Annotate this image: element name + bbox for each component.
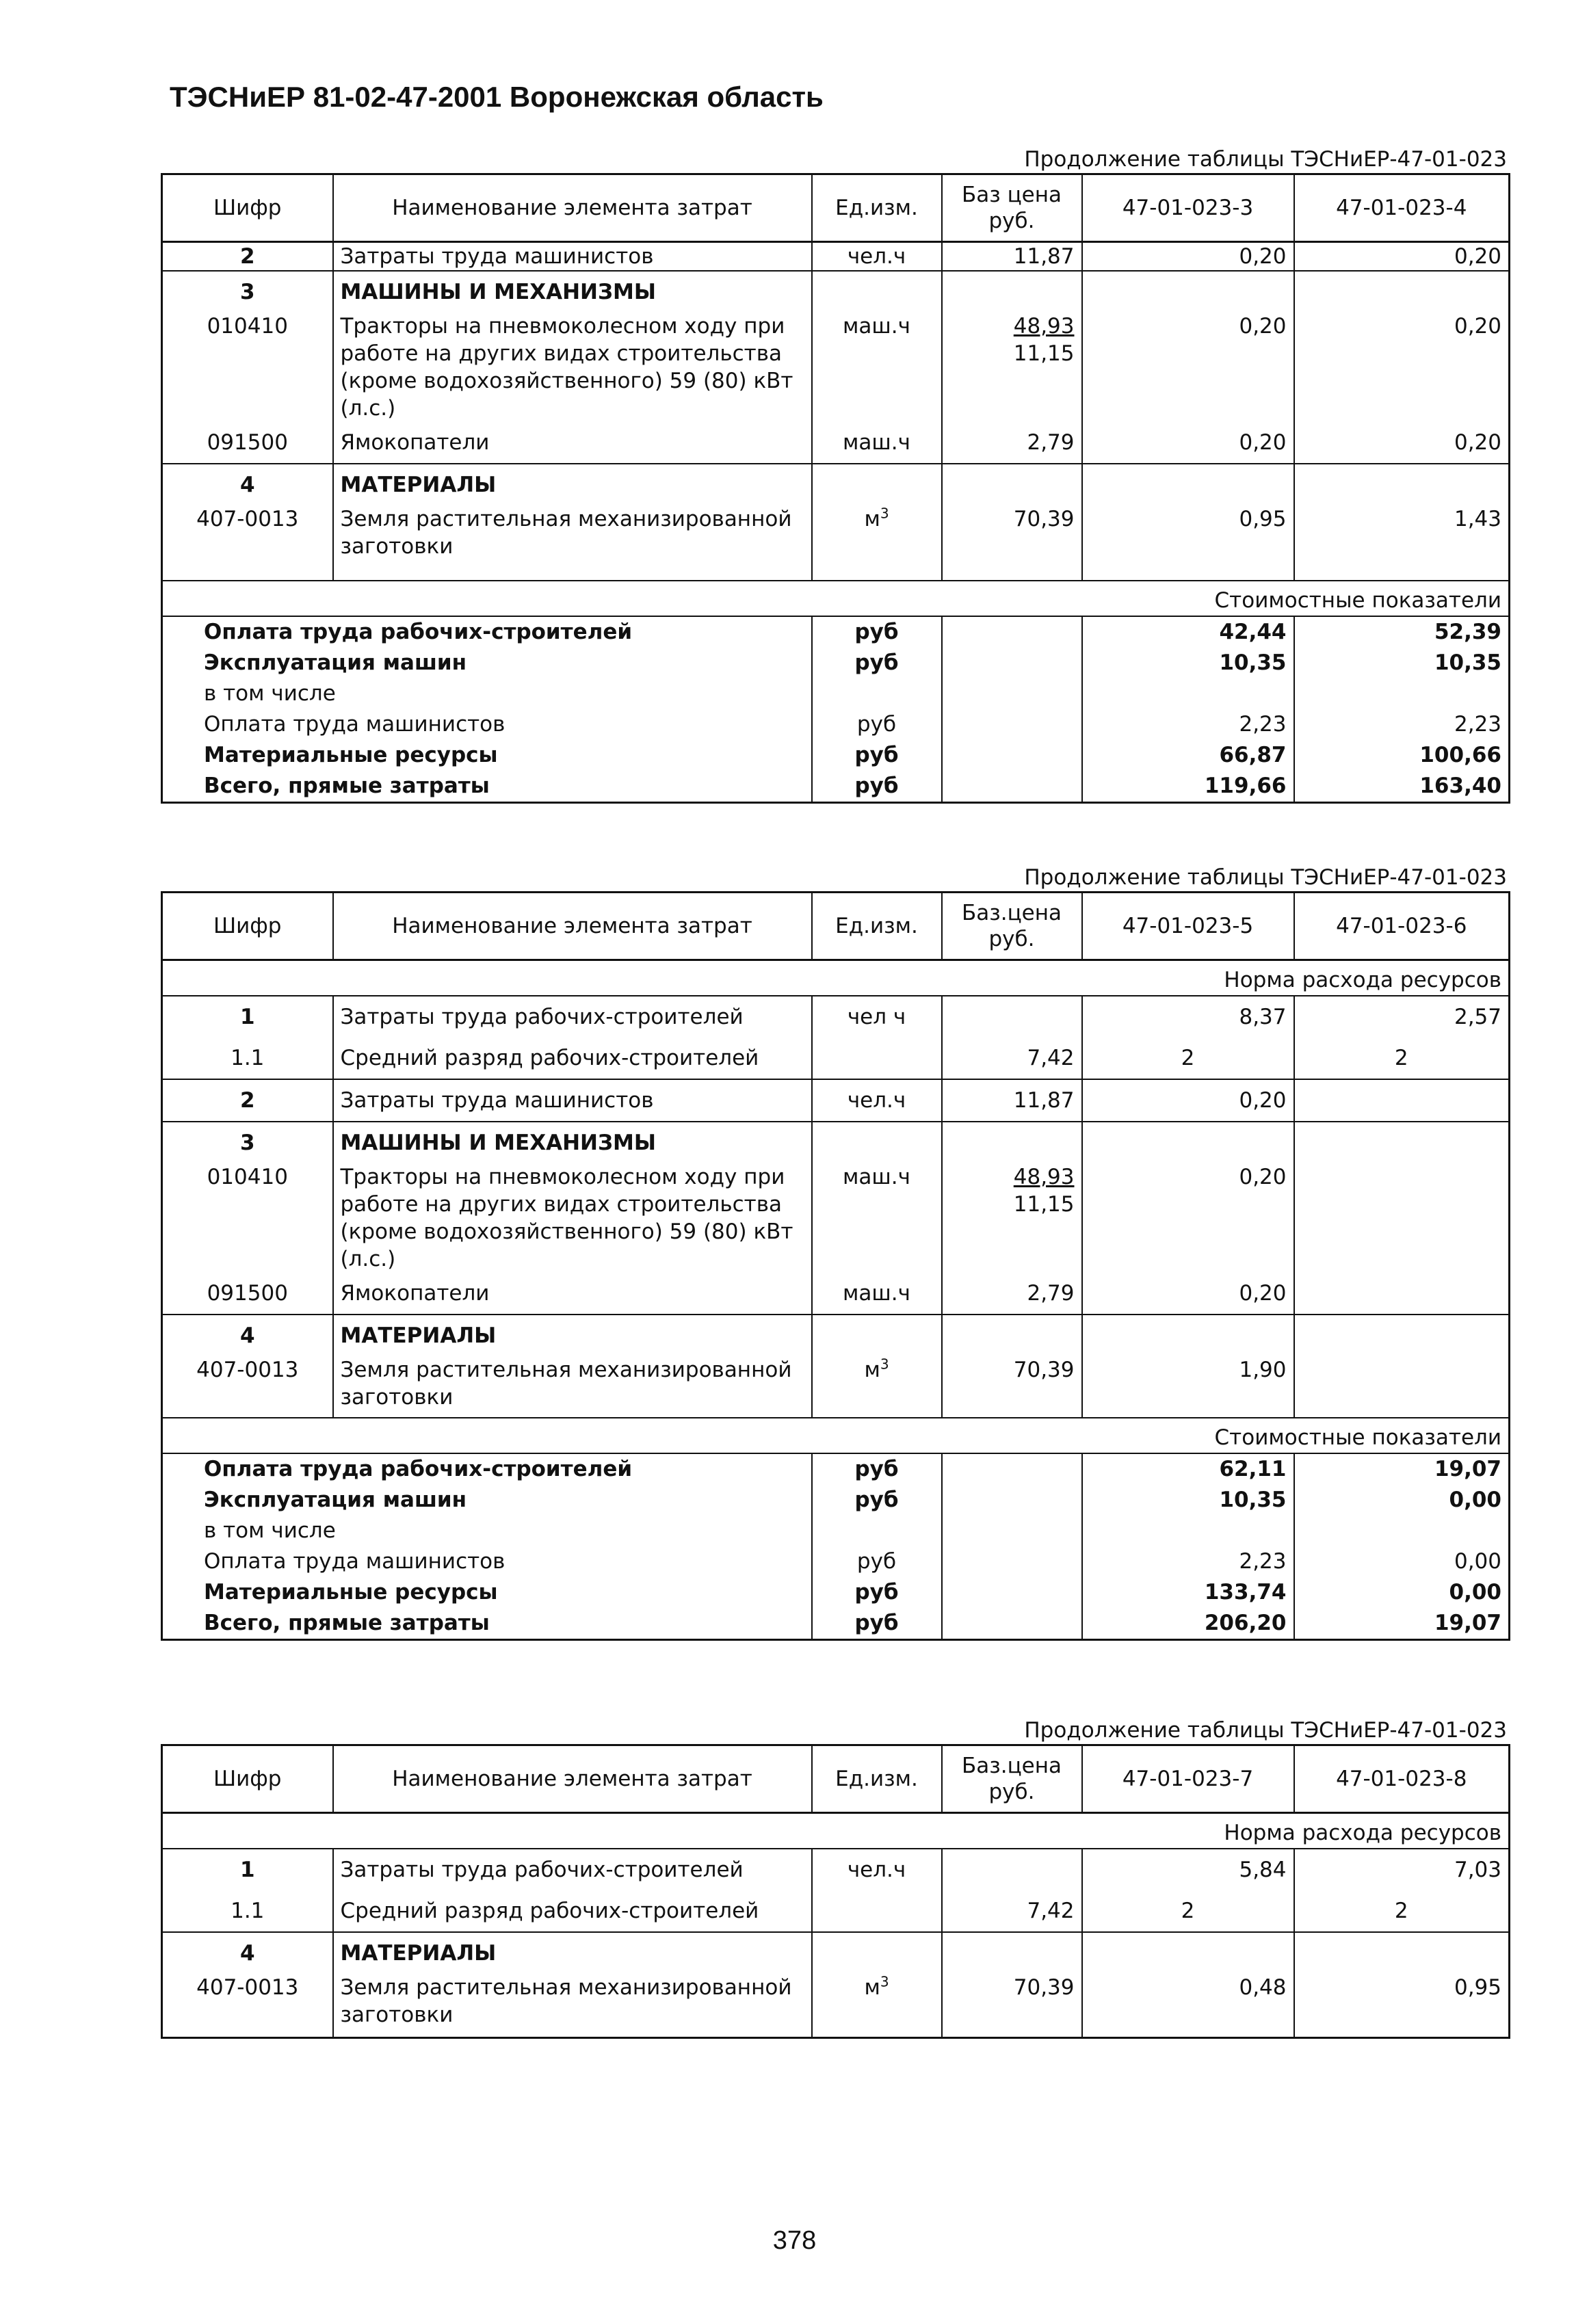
row-price: 11,87 <box>942 242 1082 272</box>
row-norm-a: 0,20 <box>1082 422 1294 464</box>
row-norm-b: 0,20 <box>1294 242 1510 272</box>
table-row <box>162 242 1510 272</box>
cost-value-b: 10,35 <box>1294 648 1510 678</box>
row-name: Ямокопатели <box>333 422 812 464</box>
cost-unit: руб <box>812 709 942 740</box>
table-row <box>162 1038 1510 1079</box>
row-unit: маш.ч <box>812 1163 942 1273</box>
table-continuation-label: Продолжение таблицы ТЭСНиЕР-47-01-023 <box>1024 865 1507 890</box>
cost-value-a: 10,35 <box>1082 648 1294 678</box>
row-norm-a: 0,48 <box>1082 1974 1294 2038</box>
table-header-row <box>162 1745 1510 1813</box>
table-row <box>162 1974 1510 2038</box>
row-name: Затраты труда машинистов <box>333 1079 812 1122</box>
table-row <box>162 996 1510 1038</box>
row-code: 091500 <box>162 422 333 464</box>
cost-row <box>162 1485 1510 1516</box>
price-fraction-bottom: 11,15 <box>1013 341 1075 366</box>
header-unit: Ед.изм. <box>812 1745 942 1813</box>
cost-value-b: 2,23 <box>1294 709 1510 740</box>
cost-value-b: 0,00 <box>1294 1546 1510 1577</box>
cost-label: Всего, прямые затраты <box>162 1608 812 1640</box>
norms-table <box>161 173 1510 804</box>
table-row <box>162 422 1510 464</box>
norms-table <box>161 1744 1510 2039</box>
section-row <box>162 1122 1510 1163</box>
row-price: 7,42 <box>942 1038 1082 1079</box>
row-name: Затраты труда рабочих-строителей <box>333 1849 812 1890</box>
section-row <box>162 1932 1510 1974</box>
cost-value-b: 0,00 <box>1294 1485 1510 1516</box>
row-norm-b <box>1294 1273 1510 1315</box>
cost-label: Оплата труда рабочих-строителей <box>162 1453 812 1485</box>
header-code: Шифр <box>162 174 333 242</box>
header-norm-a: 47-01-023-3 <box>1082 174 1294 242</box>
header-name: Наименование элемента затрат <box>333 893 812 960</box>
cost-row <box>162 740 1510 771</box>
document-title: ТЭСНиЕР 81-02-47-2001 Воронежская область <box>170 81 824 113</box>
section-title: МАТЕРИАЛЫ <box>333 1932 812 1974</box>
section-code: 3 <box>162 271 333 313</box>
cost-value-a: 119,66 <box>1082 771 1294 803</box>
cost-value-a: 42,44 <box>1082 616 1294 648</box>
header-norm-b: 47-01-023-6 <box>1294 893 1510 960</box>
row-norm-a: 2 <box>1082 1038 1294 1079</box>
row-unit: маш.ч <box>812 422 942 464</box>
cost-band-label: Стоимостные показатели <box>162 581 1510 616</box>
row-norm-a: 2 <box>1082 1890 1294 1932</box>
cost-row <box>162 1608 1510 1640</box>
row-name: Тракторы на пневмоколесном ходу при работе на других видах строительства (кроме водохозяйственного) 59 (80) кВт (л.с.) <box>333 1163 812 1273</box>
row-unit: $м^3$ <box>812 1974 942 2038</box>
cost-label: Оплата труда машинистов <box>162 709 812 740</box>
header-unit: Ед.изм. <box>812 893 942 960</box>
cost-row <box>162 1516 1510 1546</box>
row-price: 11,87 <box>942 1079 1082 1122</box>
row-norm-b: 0,20 <box>1294 422 1510 464</box>
row-name: Земля растительная механизированной заготовки <box>333 1974 812 2038</box>
cost-row <box>162 1577 1510 1608</box>
header-name: Наименование элемента затрат <box>333 174 812 242</box>
header-norm-a: 47-01-023-5 <box>1082 893 1294 960</box>
section-row <box>162 1315 1510 1356</box>
header-code: Шифр <box>162 1745 333 1813</box>
cost-value-b: 163,40 <box>1294 771 1510 803</box>
cost-unit: руб <box>812 648 942 678</box>
section-title: МАШИНЫ И МЕХАНИЗМЫ <box>333 271 812 313</box>
row-unit: чел ч <box>812 996 942 1038</box>
table-row <box>162 313 1510 422</box>
header-base-price: Баз цена руб. <box>942 174 1082 242</box>
row-unit: чел.ч <box>812 1079 942 1122</box>
row-norm-a: 1,90 <box>1082 1356 1294 1411</box>
cost-band-label: Стоимостные показатели <box>162 1418 1510 1453</box>
table-row <box>162 1356 1510 1411</box>
section-code: 4 <box>162 464 333 505</box>
cost-label: Всего, прямые затраты <box>162 771 812 803</box>
cost-row <box>162 616 1510 648</box>
row-norm-a: 5,84 <box>1082 1849 1294 1890</box>
table-header-row <box>162 174 1510 242</box>
row-code: 010410 <box>162 1163 333 1273</box>
row-price: 2,79 <box>942 1273 1082 1315</box>
row-price: 70,39 <box>942 1974 1082 2038</box>
row-name: Ямокопатели <box>333 1273 812 1315</box>
table-row <box>162 1273 1510 1315</box>
row-name: Тракторы на пневмоколесном ходу при работе на других видах строительства (кроме водохозяйственного) 59 (80) кВт (л.с.) <box>333 313 812 422</box>
cost-value-b: 19,07 <box>1294 1453 1510 1485</box>
row-code: 1.1 <box>162 1038 333 1079</box>
cost-band-row <box>162 1418 1510 1453</box>
section-title: МАШИНЫ И МЕХАНИЗМЫ <box>333 1122 812 1163</box>
cost-value-b: 100,66 <box>1294 740 1510 771</box>
table-continuation-label: Продолжение таблицы ТЭСНиЕР-47-01-023 <box>1024 1718 1507 1743</box>
cost-value-a: 62,11 <box>1082 1453 1294 1485</box>
row-norm-b: 0,20 <box>1294 313 1510 422</box>
norm-band-label: Норма расхода ресурсов <box>162 960 1510 996</box>
row-name: Земля растительная механизированной заготовки <box>333 505 812 560</box>
cost-value-a: 66,87 <box>1082 740 1294 771</box>
cost-unit: руб <box>812 1608 942 1640</box>
resource-table-3 <box>161 1717 1508 2039</box>
cost-value-a: 2,23 <box>1082 1546 1294 1577</box>
cost-row <box>162 771 1510 803</box>
row-norm-b <box>1294 1356 1510 1411</box>
cost-label: Эксплуатация машин <box>162 648 812 678</box>
cost-unit: руб <box>812 1485 942 1516</box>
resource-table-2 <box>161 864 1508 1641</box>
cost-value-a: 206,20 <box>1082 1608 1294 1640</box>
cost-value-a: 10,35 <box>1082 1485 1294 1516</box>
cost-value-a: 133,74 <box>1082 1577 1294 1608</box>
table-header-row <box>162 893 1510 960</box>
row-norm-b: 1,43 <box>1294 505 1510 560</box>
row-code: 1 <box>162 1849 333 1890</box>
row-price <box>942 313 1082 422</box>
row-code: 2 <box>162 1079 333 1122</box>
table-row <box>162 1890 1510 1932</box>
row-code: 010410 <box>162 313 333 422</box>
cost-unit: руб <box>812 616 942 648</box>
row-unit: маш.ч <box>812 313 942 422</box>
section-row <box>162 271 1510 313</box>
header-code: Шифр <box>162 893 333 960</box>
row-norm-a: 0,20 <box>1082 1079 1294 1122</box>
table-row <box>162 1163 1510 1273</box>
cost-unit: руб <box>812 771 942 803</box>
row-code: 091500 <box>162 1273 333 1315</box>
row-norm-b <box>1294 1079 1510 1122</box>
norms-table <box>161 891 1510 1641</box>
table-continuation-label: Продолжение таблицы ТЭСНиЕР-47-01-023 <box>1024 147 1507 172</box>
row-unit: чел.ч <box>812 242 942 272</box>
cost-value-a: 2,23 <box>1082 709 1294 740</box>
row-price: 2,79 <box>942 422 1082 464</box>
section-row <box>162 464 1510 505</box>
row-code: 2 <box>162 242 333 272</box>
row-code: 407-0013 <box>162 1356 333 1411</box>
row-norm-a: 0,20 <box>1082 313 1294 422</box>
row-name: Земля растительная механизированной заготовки <box>333 1356 812 1411</box>
cost-label: Материальные ресурсы <box>162 740 812 771</box>
row-norm-b: 2 <box>1294 1890 1510 1932</box>
row-unit: маш.ч <box>812 1273 942 1315</box>
cost-label: Материальные ресурсы <box>162 1577 812 1608</box>
header-base-price: Баз.цена руб. <box>942 1745 1082 1813</box>
resource-table-1 <box>161 146 1508 804</box>
row-unit: $м^3$ <box>812 505 942 560</box>
header-norm-b: 47-01-023-4 <box>1294 174 1510 242</box>
row-unit: чел.ч <box>812 1849 942 1890</box>
section-code: 4 <box>162 1932 333 1974</box>
row-norm-a: 0,95 <box>1082 505 1294 560</box>
cost-unit: руб <box>812 1577 942 1608</box>
row-norm-b: 2 <box>1294 1038 1510 1079</box>
header-unit: Ед.изм. <box>812 174 942 242</box>
table-row <box>162 505 1510 560</box>
row-norm-a: 0,20 <box>1082 242 1294 272</box>
table-row <box>162 1079 1510 1122</box>
header-norm-a: 47-01-023-7 <box>1082 1745 1294 1813</box>
row-code: 1.1 <box>162 1890 333 1932</box>
row-norm-a: 0,20 <box>1082 1163 1294 1273</box>
row-name: Средний разряд рабочих-строителей <box>333 1890 812 1932</box>
section-title: МАТЕРИАЛЫ <box>333 1315 812 1356</box>
norm-band-row <box>162 1813 1510 1849</box>
cost-row <box>162 1453 1510 1485</box>
row-code: 1 <box>162 996 333 1038</box>
price-fraction-top: 48,93 <box>1013 314 1075 339</box>
section-code: 3 <box>162 1122 333 1163</box>
norm-band-label: Норма расхода ресурсов <box>162 1813 1510 1849</box>
row-name: Средний разряд рабочих-строителей <box>333 1038 812 1079</box>
table-row <box>162 1849 1510 1890</box>
section-title: МАТЕРИАЛЫ <box>333 464 812 505</box>
cost-label: в том числе <box>162 678 812 709</box>
cost-label: Оплата труда машинистов <box>162 1546 812 1577</box>
page-number: 378 <box>772 2226 817 2255</box>
cost-row <box>162 709 1510 740</box>
cost-row <box>162 648 1510 678</box>
row-norm-b: 0,95 <box>1294 1974 1510 2038</box>
header-name: Наименование элемента затрат <box>333 1745 812 1813</box>
cost-row <box>162 678 1510 709</box>
row-norm-a: 0,20 <box>1082 1273 1294 1315</box>
cost-unit: руб <box>812 740 942 771</box>
cost-label: Оплата труда рабочих-строителей <box>162 616 812 648</box>
row-price <box>942 1163 1082 1273</box>
row-price: 70,39 <box>942 1356 1082 1411</box>
cost-band-row <box>162 581 1510 616</box>
section-code: 4 <box>162 1315 333 1356</box>
norm-band-row <box>162 960 1510 996</box>
cost-unit: руб <box>812 1546 942 1577</box>
row-norm-b <box>1294 1163 1510 1273</box>
header-base-price: Баз.цена руб. <box>942 893 1082 960</box>
cost-unit: руб <box>812 1453 942 1485</box>
row-norm-b: 2,57 <box>1294 996 1510 1038</box>
row-norm-a: 8,37 <box>1082 996 1294 1038</box>
header-norm-b: 47-01-023-8 <box>1294 1745 1510 1813</box>
cost-value-b: 52,39 <box>1294 616 1510 648</box>
cost-label: Эксплуатация машин <box>162 1485 812 1516</box>
row-name: Затраты труда рабочих-строителей <box>333 996 812 1038</box>
cost-value-b: 0,00 <box>1294 1577 1510 1608</box>
row-unit: $м^3$ <box>812 1356 942 1411</box>
row-norm-b: 7,03 <box>1294 1849 1510 1890</box>
row-code: 407-0013 <box>162 505 333 560</box>
row-price: 70,39 <box>942 505 1082 560</box>
price-fraction-bottom: 11,15 <box>1013 1192 1075 1217</box>
row-name: Затраты труда машинистов <box>333 242 812 272</box>
cost-label: в том числе <box>162 1516 812 1546</box>
cost-row <box>162 1546 1510 1577</box>
row-price: 7,42 <box>942 1890 1082 1932</box>
cost-value-b: 19,07 <box>1294 1608 1510 1640</box>
price-fraction-top: 48,93 <box>1013 1165 1075 1189</box>
row-code: 407-0013 <box>162 1974 333 2038</box>
